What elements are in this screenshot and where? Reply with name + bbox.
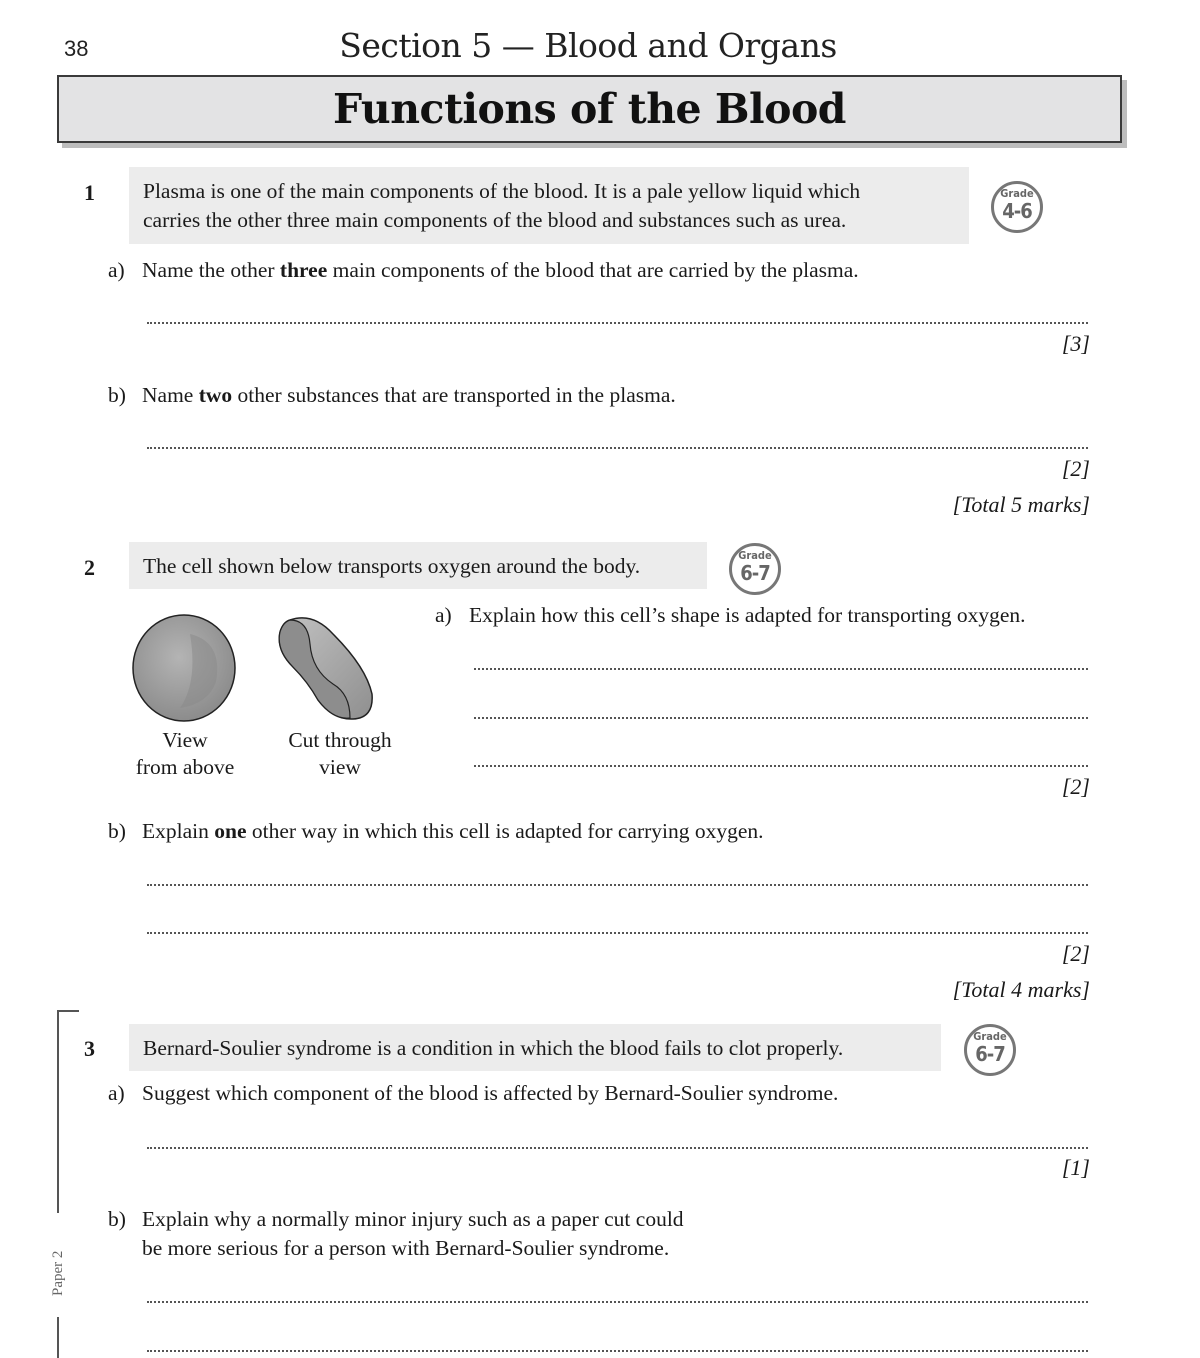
answer-line[interactable] — [474, 717, 1088, 719]
part-label: a) — [435, 603, 452, 627]
marks: [2] — [1061, 941, 1090, 966]
caption-line: View — [162, 728, 208, 752]
grade-label: Grade — [738, 549, 772, 562]
part-text: be more serious for a person with Bernard-Soulier syndrome. — [142, 1236, 670, 1260]
question-part — [108, 1205, 684, 1263]
question-stem — [129, 167, 969, 244]
answer-line[interactable] — [147, 1147, 1088, 1149]
cell-cross-section-icon — [279, 618, 372, 719]
part-label: b) — [108, 819, 126, 843]
stem-line: carries the other three main components of the blood and substances such as urea. — [143, 208, 847, 232]
marks: [1] — [1061, 1155, 1090, 1180]
answer-line[interactable] — [147, 322, 1088, 324]
marks: [2] — [1061, 456, 1090, 481]
part-label: a) — [108, 1081, 125, 1105]
part-text: Explain why a normally minor injury such as a paper cut could — [142, 1207, 684, 1231]
answer-line[interactable] — [474, 765, 1088, 767]
page-title: Functions of the Blood — [333, 85, 846, 133]
section-title: Section 5 — Blood and Organs — [339, 26, 837, 65]
cell-top-view-icon — [133, 615, 235, 721]
question-part — [108, 817, 764, 846]
grade-range: 4-6 — [1002, 199, 1032, 223]
stem-line: Plasma is one of the main components of the blood. It is a pale yellow liquid which — [143, 179, 861, 203]
part-label: b) — [108, 1207, 126, 1231]
answer-line[interactable] — [147, 1301, 1088, 1303]
part-label: a) — [108, 258, 125, 282]
side-bracket-line — [57, 1010, 59, 1213]
caption-line: Cut through — [288, 728, 392, 752]
grade-badge — [729, 543, 781, 595]
red-blood-cell-figure — [128, 612, 388, 727]
answer-line[interactable] — [147, 932, 1088, 934]
question-part — [108, 1079, 838, 1108]
part-text: Explain — [142, 819, 215, 843]
part-text: other substances that are transported in the plasma. — [232, 383, 676, 407]
question-part — [435, 601, 1026, 630]
part-text: Name — [142, 383, 199, 407]
question-number: 3 — [84, 1036, 95, 1061]
side-bracket-line — [57, 1317, 59, 1358]
grade-label: Grade — [973, 1030, 1007, 1043]
part-text: main components of the blood that are carried by the plasma. — [327, 258, 859, 282]
grade-range: 6-7 — [975, 1042, 1005, 1066]
answer-line[interactable] — [147, 884, 1088, 886]
page-number: 38 — [64, 36, 89, 61]
caption-line: from above — [135, 755, 235, 779]
grade-label: Grade — [1000, 187, 1034, 200]
caption-line: view — [319, 755, 361, 779]
answer-line[interactable] — [474, 668, 1088, 670]
total-marks: [Total 5 marks] — [952, 492, 1090, 517]
question-part — [108, 256, 859, 285]
grade-range: 6-7 — [740, 561, 770, 585]
part-label: b) — [108, 383, 126, 407]
answer-line[interactable] — [147, 447, 1088, 449]
figure-caption — [270, 727, 410, 781]
figure-caption — [115, 727, 255, 781]
paper-label: Paper 2 — [50, 1250, 66, 1296]
part-emphasis: three — [279, 258, 328, 282]
part-text: Suggest which component of the blood is affected by Bernard-Soulier syndrome. — [142, 1081, 839, 1105]
question-number: 2 — [84, 555, 95, 580]
marks: [3] — [1061, 331, 1090, 356]
part-emphasis: two — [198, 383, 233, 407]
page-title-box — [57, 75, 1122, 143]
total-marks: [Total 4 marks] — [952, 977, 1090, 1002]
part-emphasis: one — [214, 819, 247, 843]
question-part — [108, 381, 676, 410]
part-text: other way in which this cell is adapted for carrying oxygen. — [246, 819, 764, 843]
part-text: Name the other — [142, 258, 280, 282]
question-stem: The cell shown below transports oxygen around the body. — [129, 542, 707, 589]
side-bracket-top — [57, 1010, 79, 1012]
marks: [2] — [1061, 774, 1090, 799]
answer-line[interactable] — [147, 1350, 1088, 1352]
grade-badge — [991, 181, 1043, 233]
part-text: Explain how this cell’s shape is adapted for transporting oxygen. — [469, 603, 1026, 627]
question-number: 1 — [84, 180, 95, 205]
grade-badge — [964, 1024, 1016, 1076]
question-stem: Bernard-Soulier syndrome is a condition in which the blood fails to clot properly. — [129, 1024, 941, 1071]
